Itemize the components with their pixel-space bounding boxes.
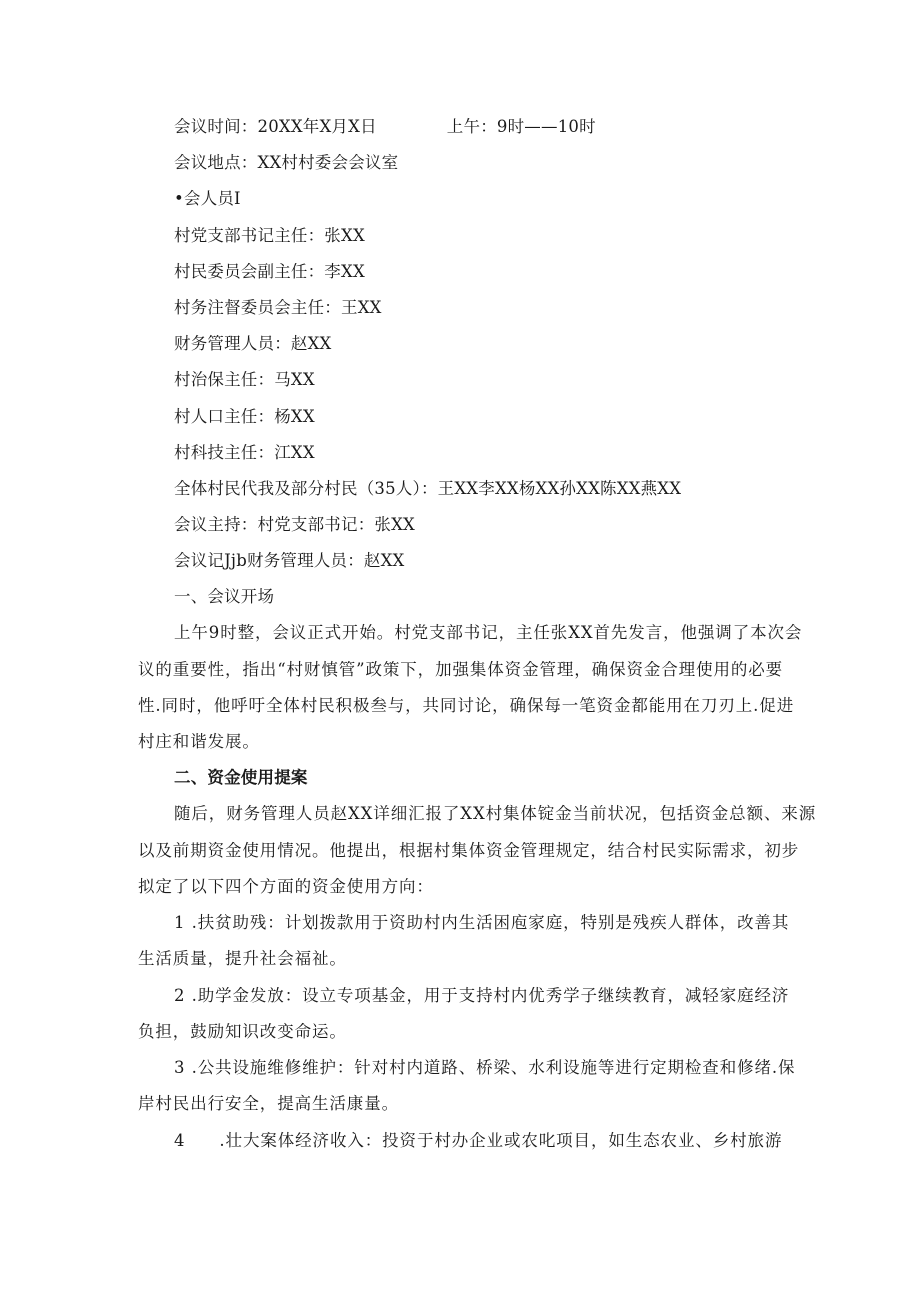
section-1-title: 一、会议开场 xyxy=(174,587,275,606)
proposal-item-1 xyxy=(174,912,789,934)
meeting-recorder: 会议记Jjb财务管理人员：赵XX xyxy=(174,551,405,570)
proposal-item-2 xyxy=(174,985,789,1007)
section-1-line: 议的重要性，指出“村财慎管”政策下，加强集体资金管理，确保资金合理使用的必要 xyxy=(138,660,784,679)
proposal-text: .壮大案体经济收入：投资于村办企业或农叱项目，如生态农业、乡村旅游 xyxy=(219,1131,783,1150)
section-1-line: 村庄和谐发展。 xyxy=(138,732,260,751)
proposal-text: .扶贫助残：计划拨款用于资助村内生活困庖家庭，特别是残疾人群体，改善其 xyxy=(191,913,790,932)
proposal-item-3 xyxy=(174,1057,795,1079)
proposal-text: .助学金发放：设立专项基金，用于支持村内优秀学子继续教育，减轻家庭经济 xyxy=(191,986,790,1005)
meeting-time: 会议时间：20XX年X月X日 xyxy=(174,117,377,136)
proposal-number: 2 xyxy=(174,986,186,1005)
proposal-text: .公共设施维修维护：针对村内道路、桥梁、水利设施等进行定期检查和修绪.保 xyxy=(191,1058,796,1077)
proposal-item-4 xyxy=(174,1130,782,1152)
attendee-item: 村务注督委员会主任：王XX xyxy=(174,298,382,317)
attendee-item: 村人口主任：杨XX xyxy=(174,407,315,426)
attendee-item: 村治保主任：马XX xyxy=(174,370,315,389)
proposal-number: 1 xyxy=(174,913,186,932)
attendee-item: 村党支部书记主任：张XX xyxy=(174,226,365,245)
meeting-location: 会议地点：XX村村委会会议室 xyxy=(174,153,399,172)
meeting-time-line xyxy=(174,116,596,138)
section-2-intro-line: 以及前期资金使用情况。他提出，根据村集体资金管理规定，结合村民实际需求，初步 xyxy=(138,841,800,860)
section-1-line: 上午9时整，会议正式开始。村党支部书记，主任张XX首先发言，他强调了本次会 xyxy=(174,623,803,642)
meeting-host: 会议主持：村党支部书记：张XX xyxy=(174,515,415,534)
attendee-item: 村科技主任：江XX xyxy=(174,443,315,462)
section-1-line: 性.同时，他呼吁全体村民积极叁与，共同讨论，确保每一笔资金都能用在刀刃上.促进 xyxy=(138,696,795,715)
proposal-item-1-cont: 生活质量，提升社会福祉。 xyxy=(138,949,347,968)
proposal-item-3-cont: 岸村民出行安全，提高生活康量。 xyxy=(138,1094,399,1113)
meeting-time-range: 上午：9时——10时 xyxy=(446,117,596,136)
proposal-item-2-cont: 负担，鼓励知识改变命运。 xyxy=(138,1022,347,1041)
proposal-number: 3 xyxy=(174,1058,186,1077)
attendee-item: 全体村民代我及部分村民（35人）：王XX李XX杨XX孙XX陈XX燕XX xyxy=(174,479,682,498)
proposal-number: 4 xyxy=(174,1131,186,1150)
section-2-title: 二、资金使用提案 xyxy=(174,768,308,787)
attendee-item: 村民委员会副主任：李XX xyxy=(174,262,365,281)
attendee-item: 财务管理人员：赵XX xyxy=(174,334,332,353)
section-2-intro-line: 拟定了以下四个方面的资金使用方向： xyxy=(138,877,434,896)
section-2-intro-line: 随后，财务管理人员赵XX详细汇报了XX村集体锭金当前状况，包括资金总额、来源 xyxy=(174,804,817,823)
attendees-heading: •会人员I xyxy=(174,189,241,208)
